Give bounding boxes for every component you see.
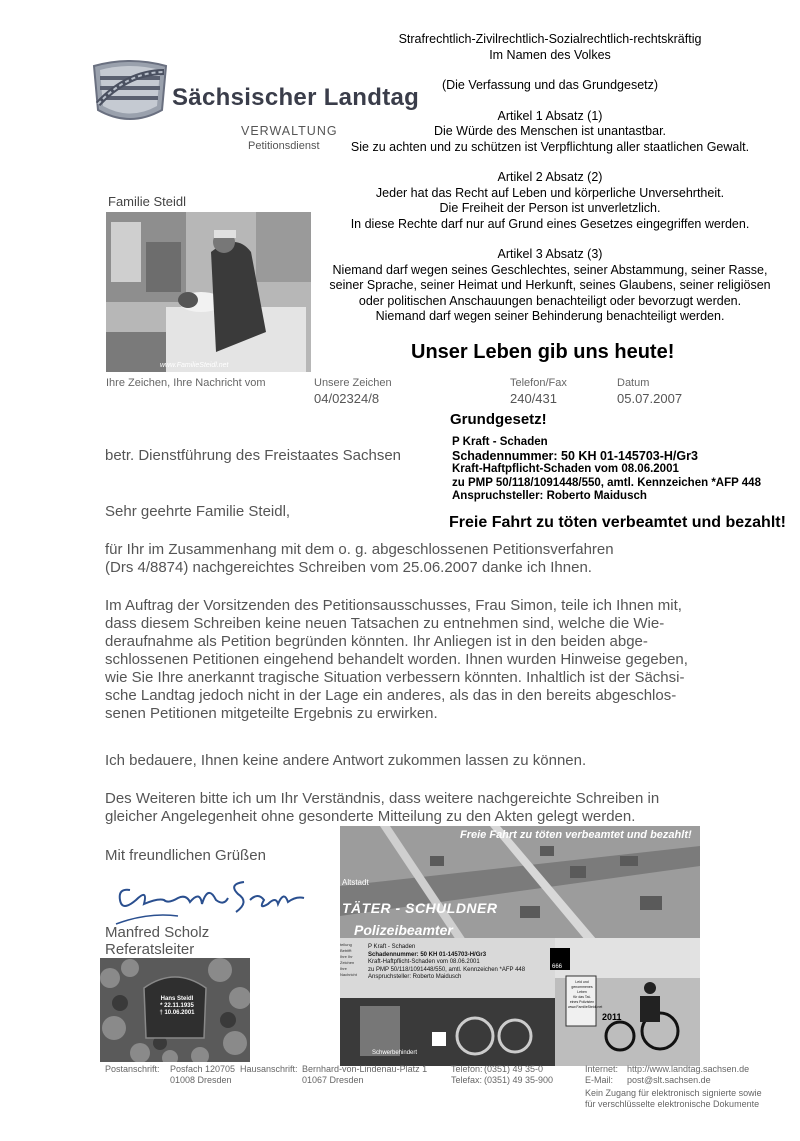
paragraph-line: deraufnahme als Petition begründen könnten. Ihr Anliegen ist in den beiden abge- <box>105 633 648 650</box>
website-link[interactable]: http://www.landtag.sachsen.de <box>627 1064 750 1074</box>
article-1-line: Sie zu achten und zu schützen ist Verpflichtung aller staatlichen Gewalt. <box>350 139 750 154</box>
paragraph-line: dass diesem Schreiben keine neuen Tatsachen zu entnehmen sind, welche die Wie- <box>105 615 665 632</box>
family-label: Familie Steidl <box>108 194 187 209</box>
grave-death: † 10.06.2001 <box>159 1010 195 1016</box>
footer-value: (0351) 49 35-900 <box>484 1075 554 1085</box>
claim-line: Anspruchsteller: Roberto Maidusch <box>452 490 647 502</box>
collage-side-label: teilung <box>340 942 352 947</box>
collage-year: 2011 <box>602 1012 622 1022</box>
footer-value: 01008 Dresden <box>170 1075 232 1085</box>
email-link[interactable]: post@slt.sachsen.de <box>627 1075 711 1085</box>
date-label: Datum <box>617 377 650 389</box>
logo-department: Petitionsdienst <box>248 140 320 152</box>
article-1-line: Die Würde des Menschen ist unantastbar. <box>433 124 667 138</box>
phone-fax-label: Telefon/Fax <box>510 377 567 389</box>
collage-claim-line: Anspruchsteller: Roberto Maidusch <box>368 974 462 980</box>
collage-side-label: Betrifft <box>340 948 352 953</box>
handwritten-signature <box>108 860 328 930</box>
signer-title: Referatsleiter <box>105 941 195 958</box>
collage-claim-line: zu PMP 50/118/1091448/550, amtl. Kennzeichen *AFP 448 <box>368 966 526 973</box>
article-3-line: seiner Sprache, seiner Heimat und Herkunft, seines Glaubens, seiner religiösen <box>329 278 771 292</box>
footer-note-line: Kein Zugang für elektronisch signierte sowie <box>585 1088 762 1098</box>
collage-number: 666 <box>552 964 563 970</box>
paragraph-line: Im Auftrag der Vorsitzenden des Petitionsausschusses, Frau Simon, teile ich Ihnen mit, <box>105 597 682 614</box>
logo-title: Sächsischer Landtag <box>172 84 420 111</box>
your-reference-label: Ihre Zeichen, Ihre Nachricht vom <box>106 377 266 389</box>
salutation: Sehr geehrte Familie Steidl, <box>105 503 291 520</box>
grave-birth: * 22.11.1935 <box>160 1003 194 1009</box>
footer-label: E-Mail: <box>585 1075 614 1085</box>
article-2-line: Die Freiheit der Person ist unverletzlich. <box>439 201 661 215</box>
paragraph-line: gleicher Angelegenheit ohne gesonderte Mitteilung zu den Akten gelegt werden. <box>105 808 636 825</box>
claim-line: zu PMP 50/118/1091448/550, amtl. Kennzeichen *AFP 448 <box>452 476 761 489</box>
footer-phone-labels <box>451 1064 483 1086</box>
collage-poster-line: eines Polizisten <box>569 1000 595 1004</box>
footer-house-label <box>240 1064 298 1075</box>
collage-image <box>340 826 700 1066</box>
paragraph-2 <box>105 597 765 723</box>
hospital-photo <box>106 212 311 372</box>
footer-value: (0351) 49 35-0 <box>484 1064 544 1074</box>
closing: Mit freundlichen Grüßen <box>105 847 266 864</box>
article-2-heading: Artikel 2 Absatz (2) <box>497 170 603 184</box>
article-3-line: oder politischen Anschauungen benachteiligt oder bevorzugt werden. <box>358 293 742 308</box>
claim-number: Schadennummer: 50 KH 01-145703-H/Gr3 <box>452 448 698 463</box>
footer-house-address <box>302 1064 427 1086</box>
grave-name: Hans Steidl <box>160 996 194 1002</box>
our-reference-label: Unsere Zeichen <box>314 377 392 389</box>
grave-photo <box>100 958 250 1062</box>
footer-post-label <box>105 1064 160 1075</box>
article-3-line: Niemand darf wegen seines Geschlechtes, seiner Abstammung, seiner Rasse, <box>332 262 768 277</box>
collage-side-label: Nachricht <box>340 972 357 977</box>
paragraph-4 <box>105 790 765 826</box>
grave-text <box>152 996 202 1017</box>
slogan-accusation: Freie Fahrt zu töten verbeamtet und bezahlt! <box>449 514 786 531</box>
grundgesetz-label: Grundgesetz! <box>450 411 547 428</box>
logo-subtitle: VERWALTUNG <box>241 124 338 138</box>
footer-label: Internet: <box>585 1064 619 1074</box>
date-value: 05.07.2007 <box>617 391 683 406</box>
article-2-line: In diese Rechte darf nur auf Grund eines Gesetzes eingegriffen werden. <box>350 216 750 231</box>
paragraph-line: (Drs 4/8874) nachgereichtes Schreiben vom 25.06.2007 danke ich Ihnen. <box>105 559 592 576</box>
footer-web-values <box>627 1064 749 1086</box>
collage-caption: Schwerbehindert <box>372 1050 418 1056</box>
paragraph-3 <box>105 752 765 770</box>
article-2-line: Jeder hat das Recht auf Leben und körperliche Unversehrtheit. <box>375 185 725 200</box>
footer-value: Posfach 120705 <box>170 1064 236 1074</box>
footer-value: 01067 Dresden <box>302 1075 364 1085</box>
paragraph-line: sche Landtag jedoch nicht in der Lage ein anderes, als das in den bereits abgeschlos- <box>105 687 677 704</box>
footer-web-labels <box>585 1064 618 1086</box>
slogan-headline: Unser Leben gib uns heute! <box>411 341 675 363</box>
paragraph-line: Des Weiteren bitte ich um Ihr Verständnis, dass weitere nachgereichte Schreiben in <box>105 790 660 807</box>
header-line: (Die Verfassung und das Grundgesetz) <box>441 78 659 92</box>
our-reference-value: 04/02324/8 <box>314 391 380 406</box>
signer-block <box>105 924 209 958</box>
signer-name: Manfred Scholz <box>105 924 210 941</box>
header-block <box>300 32 800 325</box>
collage-side-label: Zeichen <box>340 960 355 965</box>
collage-poster <box>568 980 603 1010</box>
collage-claim-line: Schadennummer: 50 KH 01-145703-H/Gr3 <box>368 951 487 958</box>
paragraph-line: schlossenen Petitionen eingehend behandelt worden. Ihnen wurden Hinweise gegeben, <box>105 651 688 668</box>
collage-poster-line: www.FamilieSteidl.net <box>568 1005 603 1009</box>
footer-note-line: für verschlüsselte elektronische Dokumente <box>585 1099 760 1109</box>
footer-post-address <box>170 1064 235 1086</box>
footer-phone-values <box>484 1064 553 1086</box>
collage-subtitle: Polizeibeamter <box>354 922 453 938</box>
collage-claim-line: Kraft-Haftpflicht-Schaden vom 08.06.2001 <box>368 959 480 965</box>
footer-value: Bernhard-von-Lindenau-Platz 1 <box>302 1064 428 1074</box>
article-3-heading: Artikel 3 Absatz (3) <box>497 247 603 261</box>
collage-claim-block <box>368 944 525 982</box>
paragraph-line: senen Petitionen mitgeteilte Ergebnis zu erwirken. <box>105 705 438 722</box>
collage-side-labels <box>340 942 362 978</box>
collage-slogan: Freie Fahrt zu töten verbeamtet und bezahlt! <box>460 829 692 841</box>
footer-label: Telefax: <box>451 1075 483 1085</box>
claim-block <box>452 436 761 504</box>
paragraph-line: wie Sie Ihre anerkannt tragische Situation verbessern könnten. Inhaltlich ist der Sächsi- <box>105 669 685 686</box>
footer-label: Postanschrift: <box>105 1064 160 1074</box>
footer-note <box>585 1088 762 1110</box>
phone-fax-value: 240/431 <box>510 391 557 406</box>
article-3-line: Niemand darf wegen seiner Behinderung benachteiligt werden. <box>375 309 725 323</box>
paragraph-line: Ich bedauere, Ihnen keine andere Antwort zukommen lassen zu können. <box>105 752 587 769</box>
collage-poster-line: für das Tat- <box>573 995 591 999</box>
subject-line: betr. Dienstführung des Freistaates Sachsen <box>105 447 402 464</box>
paragraph-line: für Ihr im Zusammenhang mit dem o. g. abgeschlossenen Petitionsverfahren <box>105 541 614 558</box>
collage-side-label: Ihre Ihr <box>340 954 353 959</box>
paragraph-1 <box>105 541 765 577</box>
claim-line: Kraft-Haftpflicht-Schaden vom 08.06.2001 <box>452 463 679 475</box>
collage-poster-line: Leid und <box>575 980 589 984</box>
photo-caption: www.FamilieSteidl.net <box>160 362 229 369</box>
header-line: Strafrechtlich-Zivilrechtlich-Sozialrechtlich-rechtskräftig <box>398 32 702 46</box>
article-1-heading: Artikel 1 Absatz (1) <box>497 108 603 123</box>
collage-claim-line: P Kraft - Schaden <box>368 944 416 950</box>
footer-label: Telefon: <box>451 1064 483 1074</box>
collage-poster-line: genommenes Leben <box>571 985 593 994</box>
collage-small-label: Altstadt <box>342 878 369 887</box>
footer-label: Hausanschrift: <box>240 1064 298 1074</box>
saxony-crest-icon <box>88 58 172 126</box>
collage-side-label: Ihre <box>340 966 347 971</box>
header-line: Im Namen des Volkes <box>489 47 611 62</box>
claim-line: P Kraft - Schaden <box>452 436 548 448</box>
collage-title: TÄTER - SCHULDNER <box>342 900 498 916</box>
